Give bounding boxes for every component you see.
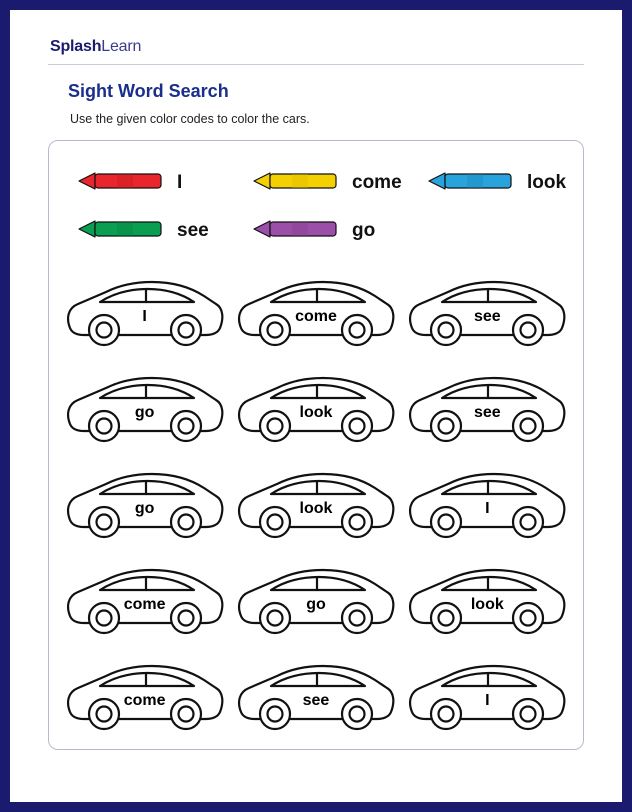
car-word: come: [123, 692, 166, 709]
car-outline-icon: [60, 358, 230, 452]
car-word: look: [470, 596, 504, 613]
car-word: look: [299, 404, 333, 421]
car-word: go: [134, 500, 155, 517]
car-outline-icon: [231, 262, 401, 356]
header-divider: [48, 64, 584, 65]
crayon-icon: [77, 170, 165, 197]
car-word: go: [134, 404, 155, 421]
page-title: Sight Word Search: [68, 81, 229, 101]
legend-item-look: [427, 170, 566, 197]
legend-label-look: look: [527, 172, 567, 193]
car-item[interactable]: [60, 550, 230, 644]
car-item[interactable]: [402, 358, 572, 452]
car-item[interactable]: [231, 358, 401, 452]
car-outline-icon: [60, 454, 230, 548]
car-outline-icon: [402, 646, 572, 740]
brand-logo-learn: Learn: [101, 38, 142, 55]
worksheet-sheet: [20, 20, 612, 792]
legend-item-see: [77, 218, 252, 245]
car-grid: [59, 261, 573, 741]
car-outline-icon: [60, 550, 230, 644]
instructions-text: Use the given color codes to color the cars.: [70, 112, 310, 126]
car-item[interactable]: [402, 550, 572, 644]
legend-label-go: go: [352, 220, 376, 241]
car-word: see: [473, 308, 501, 325]
color-code-legend: [59, 155, 573, 255]
car-outline-icon: [402, 262, 572, 356]
legend-item-go: [252, 218, 427, 245]
legend-label-i: I: [177, 172, 183, 193]
car-outline-icon: [402, 358, 572, 452]
car-item[interactable]: [60, 646, 230, 740]
car-item[interactable]: [60, 454, 230, 548]
car-item[interactable]: [402, 454, 572, 548]
car-outline-icon: [231, 646, 401, 740]
car-outline-icon: [231, 358, 401, 452]
car-outline-icon: [402, 550, 572, 644]
crayon-icon: [252, 170, 340, 197]
car-outline-icon: [402, 454, 572, 548]
legend-row-2: [77, 207, 573, 255]
car-item[interactable]: [231, 454, 401, 548]
car-item[interactable]: [60, 358, 230, 452]
activity-card: [48, 140, 584, 750]
car-word: see: [302, 692, 330, 709]
car-item[interactable]: [402, 646, 572, 740]
legend-item-i: [77, 170, 252, 197]
brand-logo-splash: Splash: [50, 38, 102, 55]
car-item[interactable]: [231, 550, 401, 644]
car-word: I: [485, 500, 490, 517]
car-word: see: [473, 404, 501, 421]
car-outline-icon: [60, 646, 230, 740]
legend-label-come: come: [352, 172, 402, 193]
car-word: come: [123, 596, 166, 613]
legend-label-see: see: [177, 220, 209, 241]
car-word: I: [485, 692, 490, 709]
car-outline-icon: [60, 262, 230, 356]
brand-logo: [48, 38, 584, 56]
car-word: look: [299, 500, 333, 517]
car-outline-icon: [231, 550, 401, 644]
car-item[interactable]: [60, 262, 230, 356]
legend-row-1: [77, 159, 573, 207]
car-item[interactable]: [231, 646, 401, 740]
car-word: go: [306, 596, 326, 613]
crayon-icon: [252, 218, 340, 245]
legend-item-come: [252, 170, 427, 197]
car-word: I: [142, 308, 147, 325]
car-outline-icon: [231, 454, 401, 548]
crayon-icon: [427, 170, 515, 197]
crayon-icon: [77, 218, 165, 245]
car-item[interactable]: [402, 262, 572, 356]
car-word: come: [295, 308, 337, 325]
car-item[interactable]: [231, 262, 401, 356]
